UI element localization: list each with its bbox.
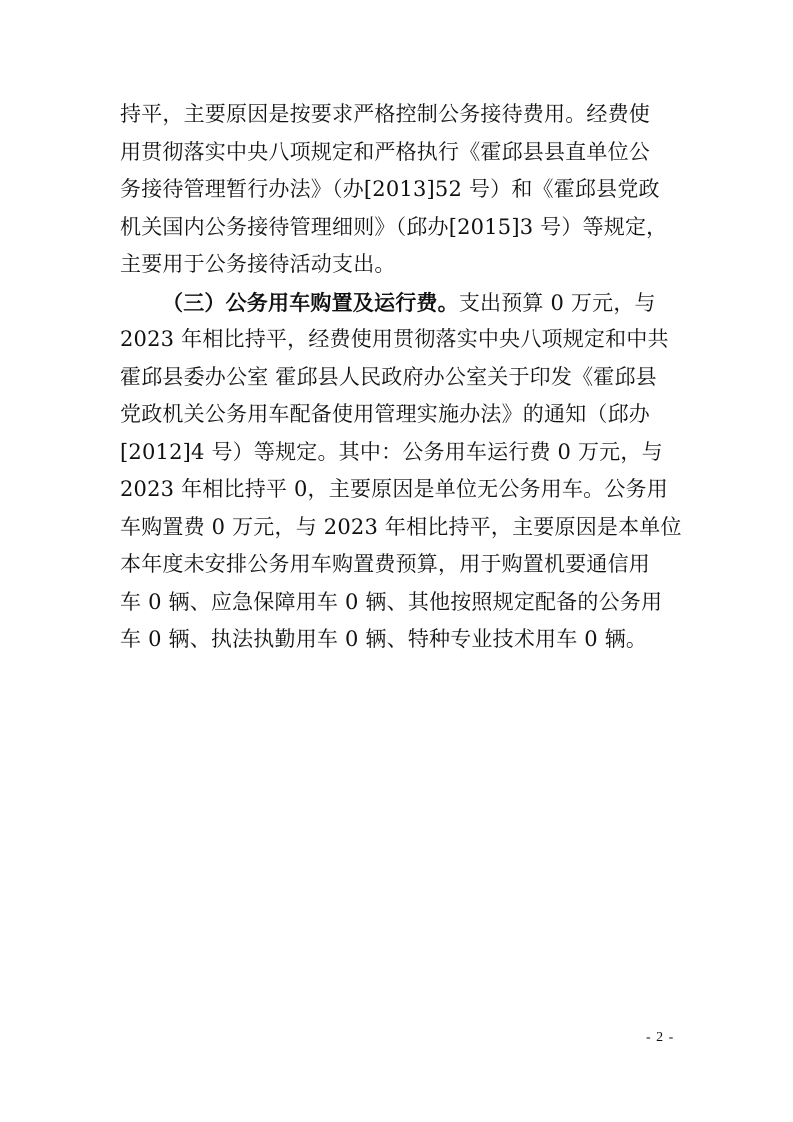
text-line: 2023 年相比持平 0，主要原因是单位无公务用车。公务用 bbox=[120, 477, 668, 501]
text-line-rest: 支出预算 0 万元，与 bbox=[458, 290, 656, 315]
text-line: 用贯彻落实中央八项规定和严格执行《霍邱县县直单位公 bbox=[120, 139, 650, 164]
text-line: 车购置费 0 万元，与 2023 年相比持平，主要原因是本单位 bbox=[120, 514, 682, 539]
text-line: 2023 年相比持平，经费使用贯彻落实中央八项规定和中共 bbox=[120, 327, 669, 351]
body-text bbox=[120, 96, 680, 659]
text-line: 党政机关公务用车配备使用管理实施办法》的通知（邱办 bbox=[120, 402, 650, 426]
text-line-first bbox=[120, 284, 680, 322]
text-line: 车 0 辆、执法执勤用车 0 辆、特种专业技术用车 0 辆。 bbox=[120, 627, 648, 651]
text-line: 霍邱县委办公室 霍邱县人民政府办公室关于印发《霍邱县 bbox=[120, 364, 657, 389]
text-line: 务接待管理暂行办法》（办[2013]52 号）和《霍邱县党政 bbox=[120, 177, 660, 201]
text-line: [2012]4 号）等规定。其中：公务用车运行费 0 万元，与 bbox=[120, 439, 663, 464]
section-heading: （三）公务用车购置及运行费。 bbox=[162, 289, 459, 315]
text-line: 机关国内公务接待管理细则》（邱办[2015]3 号）等规定， bbox=[120, 214, 668, 239]
page-number: - 2 - bbox=[646, 1030, 675, 1045]
text-line: 主要用于公务接待活动支出。 bbox=[120, 252, 396, 276]
text-line: 本年度未安排公务用车购置费预算，用于购置机要通信用 bbox=[120, 552, 650, 576]
text-line: 车 0 辆、应急保障用车 0 辆、其他按照规定配备的公务用 bbox=[120, 589, 663, 614]
paragraph-public-reception bbox=[120, 96, 680, 284]
paragraph-official-vehicles bbox=[120, 284, 680, 659]
text-line: 持平，主要原因是按要求严格控制公务接待费用。经费使 bbox=[120, 102, 650, 126]
